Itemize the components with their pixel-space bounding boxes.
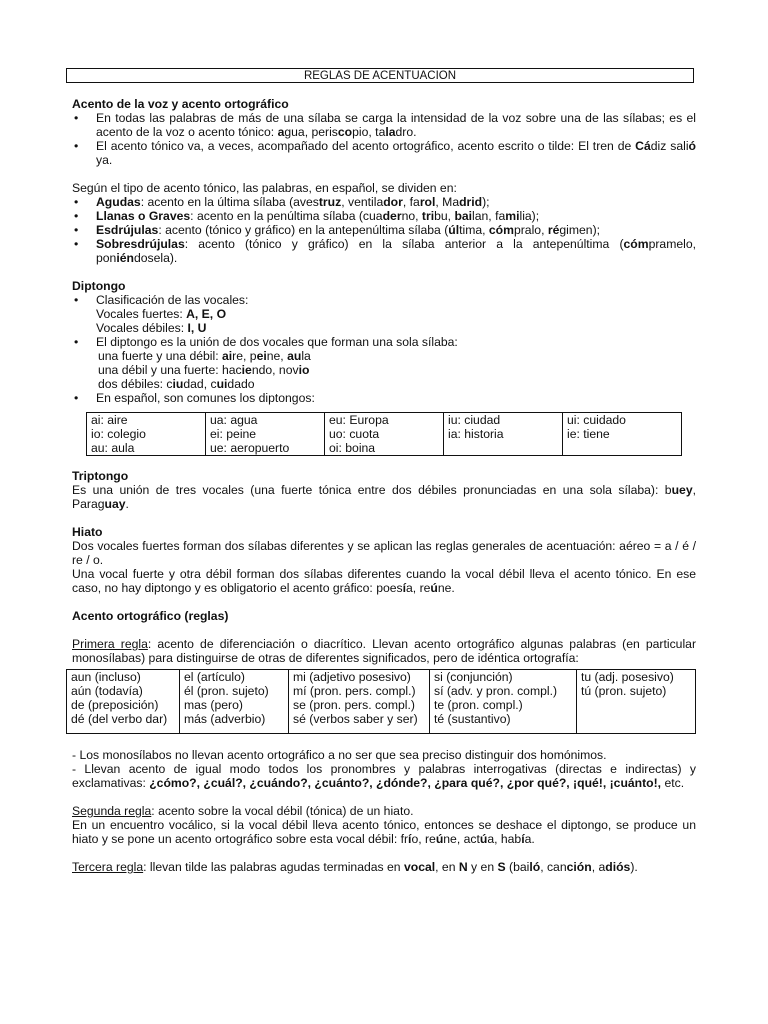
- segunda-regla-text: : acento sobre la vocal débil (tónica) de un hiato.: [151, 804, 414, 818]
- document-page: [72, 68, 696, 874]
- list-item: [72, 293, 696, 335]
- tercera-regla-text: : llevan tilde las palabras agudas terminadas en vocal, en N y en S (bailó, canción, adiós).: [143, 860, 638, 874]
- list-item: • Esdrújulas: acento (tónico y gráfico) en la antepenúltima sílaba (última, cómpralo, régimen);: [72, 223, 696, 237]
- list-item: • En español, son comunes los diptongos:: [72, 391, 696, 405]
- segunda-regla-paragraph: En un encuentro vocálico, si la vocal débil lleva acento tónico, entonces se deshace el diptongo, se produce un hiato y se pone un acento ortográfico sobre esta vocal débil: frío, reúne, actúa, había.: [72, 818, 696, 846]
- triptongo-text: Es una unión de tres vocales (una fuerte tónica entre dos débiles pronunciadas en una sola sílaba): buey, Paraguay.: [72, 483, 696, 511]
- list-item: • En todas las palabras de más de una sílaba se carga la intensidad de la voz sobre una de las sílabas; es el acento de la voz o acento tónico: agua, periscopio, taladro.: [72, 111, 696, 139]
- diptongo-list: [72, 293, 696, 405]
- table-cell: ua: agua ei: peine ue: aeropuerto: [206, 413, 325, 456]
- clasificacion-intro: Según el tipo de acento tónico, las palabras, en español, se dividen en:: [72, 181, 457, 195]
- vocales-fuertes: Vocales fuertes: A, E, O: [96, 307, 227, 321]
- list-item: • Agudas: acento en la última sílaba (avestruz, ventilador, farol, Madrid);: [72, 195, 696, 209]
- table-cell: ai: aire io: colegio au: aula: [87, 413, 206, 456]
- document-title: REGLAS DE ACENTUACION: [66, 68, 694, 83]
- segunda-regla: [72, 804, 696, 818]
- tercera-regla: [72, 860, 696, 874]
- primera-regla-label: Primera regla: [72, 637, 148, 651]
- heading-reglas: Acento ortográfico (reglas): [72, 609, 229, 623]
- table-cell: tu (adj. posesivo) tú (pron. sujeto): [577, 670, 696, 734]
- segunda-regla-label: Segunda regla: [72, 804, 152, 818]
- list-item: • El acento tónico va, a veces, acompañado del acento ortográfico, acento escrito o tilde: El tren de Cádiz salió ya.: [72, 139, 696, 167]
- diacriticos-table: [66, 669, 696, 734]
- table-cell: eu: Europa uo: cuota oi: boina: [325, 413, 444, 456]
- table-cell: mi (adjetivo posesivo) mí (pron. pers. compl.) se (pron. pers. compl.) sé (verbos saber y ser): [289, 670, 430, 734]
- nota-monosilabos: - Los monosílabos no llevan acento ortográfico a no ser que sea preciso distinguir dos homónimos.: [72, 748, 607, 762]
- example-fuerte-debil: una fuerte y una débil: aire, peine, aula: [98, 349, 311, 363]
- table-cell: iu: ciudad ia: historia: [444, 413, 563, 456]
- vocales-label: • Clasificación de las vocales:: [96, 293, 249, 307]
- table-cell: ui: cuidado ie: tiene: [563, 413, 682, 456]
- acento-voz-list: [72, 111, 696, 167]
- tercera-regla-label: Tercera regla: [72, 860, 144, 874]
- diptongo-definition: • El diptongo es la unión de dos vocales que forman una sola sílaba:: [96, 335, 458, 349]
- list-item: • Sobresdrújulas: acento (tónico y gráfico) en la sílaba anterior a la antepenúltima (cómpramelo, poniéndosela).: [72, 237, 696, 265]
- diptongos-table: [86, 412, 682, 456]
- heading-diptongo: Diptongo: [72, 279, 126, 293]
- primera-regla: [72, 637, 696, 665]
- primera-regla-text: : acento de diferenciación o diacrítico. Llevan acento ortográfico algunas palabras (en particular monosílabas) para distinguirse de otras de diferentes significados, pero de idéntica ortografía:: [72, 637, 696, 665]
- hiato-p2: Una vocal fuerte y otra débil forman dos sílabas diferentes cuando la vocal débil lleva el acento tónico. En ese caso, no hay diptongo y es obligatorio el acento gráfico: poesía, reúne.: [72, 567, 696, 595]
- vocales-debiles: Vocales débiles: I, U: [96, 321, 207, 335]
- nota-interrogativas: - Llevan acento de igual modo todos los pronombres y palabras interrogativas (directas e indirectas) y exclamativas: ¿cómo?, ¿cuál?, ¿cuándo?, ¿cuánto?, ¿dónde?, ¿para qué?, ¿por qué?, ¡qué!, ¡cuánto!, etc.: [72, 762, 696, 790]
- table-cell: aun (incluso) aún (todavía) de (preposición) dé (del verbo dar): [67, 670, 180, 734]
- hiato-p1: Dos vocales fuertes forman dos sílabas diferentes y se aplican las reglas generales de acentuación: aéreo = a / é / re / o.: [72, 539, 696, 567]
- table-cell: si (conjunción) sí (adv. y pron. compl.) te (pron. compl.) té (sustantivo): [430, 670, 577, 734]
- heading-acento-voz: Acento de la voz y acento ortográfico: [72, 97, 289, 111]
- list-item: [72, 335, 696, 391]
- clasificacion-list: [72, 195, 696, 265]
- list-item: • Llanas o Graves: acento en la penúltima sílaba (cuaderno, tribu, bailan, familia);: [72, 209, 696, 223]
- example-dos-debiles: dos débiles: ciudad, cuidado: [98, 377, 255, 391]
- example-debil-fuerte: una débil y una fuerte: haciendo, novio: [98, 363, 310, 377]
- heading-triptongo: Triptongo: [72, 469, 129, 483]
- heading-hiato: Hiato: [72, 525, 103, 539]
- table-cell: el (artículo) él (pron. sujeto) mas (pero) más (adverbio): [180, 670, 289, 734]
